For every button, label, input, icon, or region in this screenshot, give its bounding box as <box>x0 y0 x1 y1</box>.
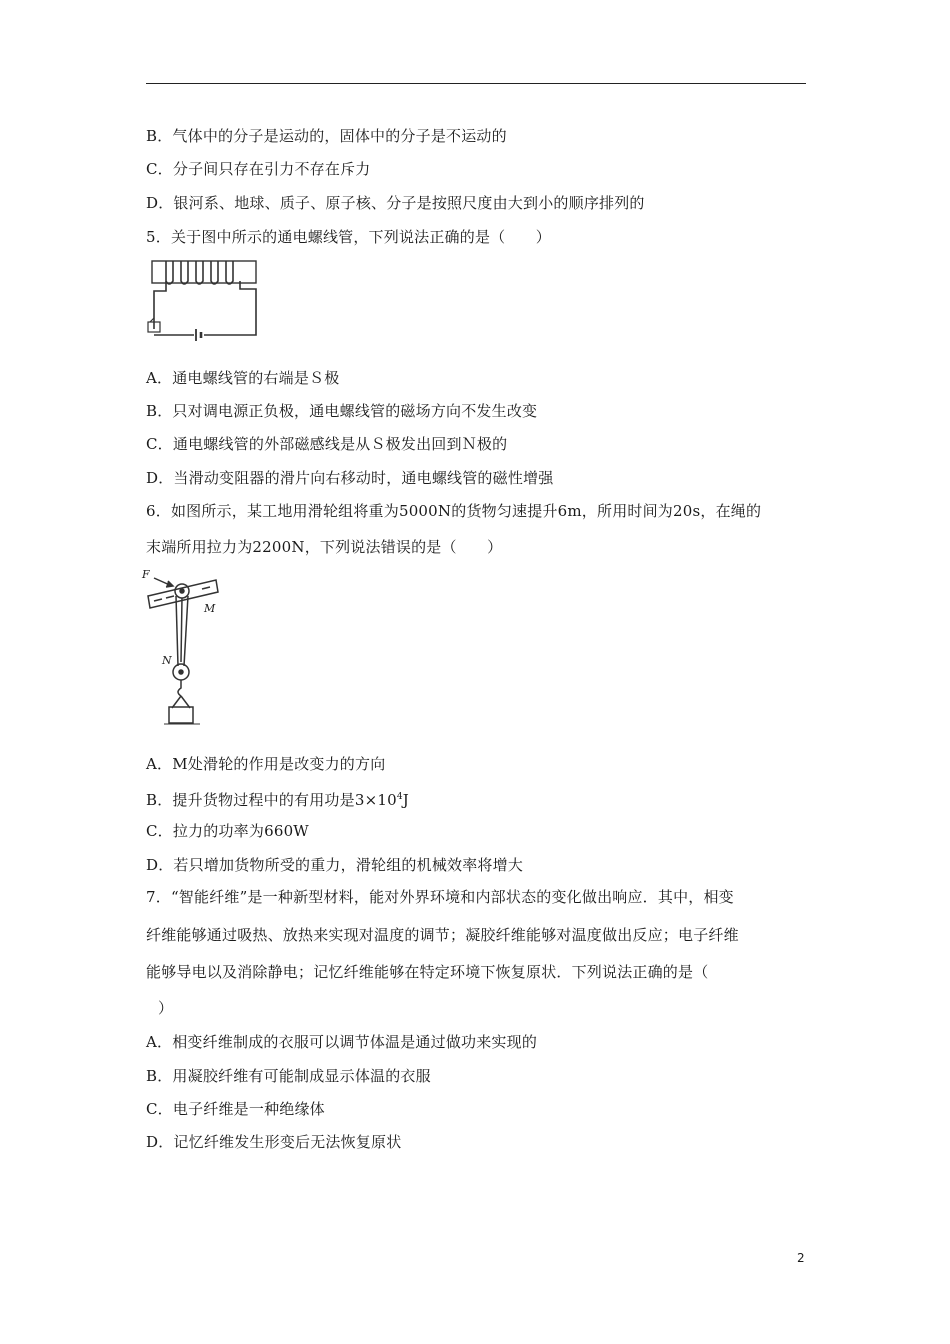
q7-stem-line-1: 7．“智能纤维”是一种新型材料，能对外界环境和内部状态的变化做出响应．其中，相变 <box>146 888 734 906</box>
q6-option-b-prefix: B．提升货物过程中的有用功是3×10 <box>146 791 397 809</box>
q5-option-d: D．当滑动变阻器的滑片向右移动时，通电螺线管的磁性增强 <box>146 469 554 487</box>
q6-stem-line-2: 末端所用拉力为2200N，下列说法错误的是（ ） <box>146 538 503 556</box>
q5-option-a: A．通电螺线管的右端是Ｓ极 <box>146 369 340 387</box>
page-number: 2 <box>797 1251 805 1265</box>
q5-option-c: C．通电螺线管的外部磁感线是从Ｓ极发出回到Ｎ极的 <box>146 435 508 453</box>
header-rule <box>146 83 806 84</box>
q7-option-d: D．记忆纤维发生形变后无法恢复原状 <box>146 1133 402 1151</box>
q6-stem-line-1: 6．如图所示，某工地用滑轮组将重为5000N的货物匀速提升6m，所用时间为20s，在绳的 <box>146 502 762 520</box>
q7-stem-line-4: ） <box>158 999 174 1017</box>
solenoid-circuit-figure <box>144 258 264 344</box>
q4-option-b: B．气体中的分子是运动的，固体中的分子是不运动的 <box>146 127 507 145</box>
q6-option-b-suffix: J <box>402 791 409 809</box>
q6-option-b <box>146 787 409 810</box>
q5-stem: 5．关于图中所示的通电螺线管，下列说法正确的是（ ） <box>146 228 551 246</box>
q6-option-b-exponent: 4 <box>396 792 403 802</box>
q7-option-b: B．用凝胶纤维有可能制成显示体温的衣服 <box>146 1067 431 1085</box>
q5-option-b: B．只对调电源正负极，通电螺线管的磁场方向不发生改变 <box>146 402 538 420</box>
q4-option-c: C．分子间只存在引力不存在斥力 <box>146 160 371 178</box>
q7-stem-line-3: 能够导电以及消除静电；记忆纤维能够在特定环境下恢复原状．下列说法正确的是（ <box>146 963 709 981</box>
q6-option-d: D．若只增加货物所受的重力，滑轮组的机械效率将增大 <box>146 856 524 874</box>
pulley-label-n: N <box>162 654 172 667</box>
q7-stem-line-2: 纤维能够通过吸热、放热来实现对温度的调节；凝胶纤维能够对温度做出反应；电子纤维 <box>146 926 739 944</box>
q4-option-d: D．银河系、地球、质子、原子核、分子是按照尺度由大到小的顺序排列的 <box>146 194 645 212</box>
q7-option-a: A．相变纤维制成的衣服可以调节体温是通过做功来实现的 <box>146 1033 538 1051</box>
q6-option-c: C．拉力的功率为660W <box>146 822 309 840</box>
pulley-label-m: M <box>204 602 216 615</box>
q6-option-a: A．M处滑轮的作用是改变力的方向 <box>146 755 386 773</box>
pulley-system-figure <box>140 566 230 730</box>
q7-option-c: C．电子纤维是一种绝缘体 <box>146 1100 325 1118</box>
force-label-f: F <box>142 568 150 581</box>
